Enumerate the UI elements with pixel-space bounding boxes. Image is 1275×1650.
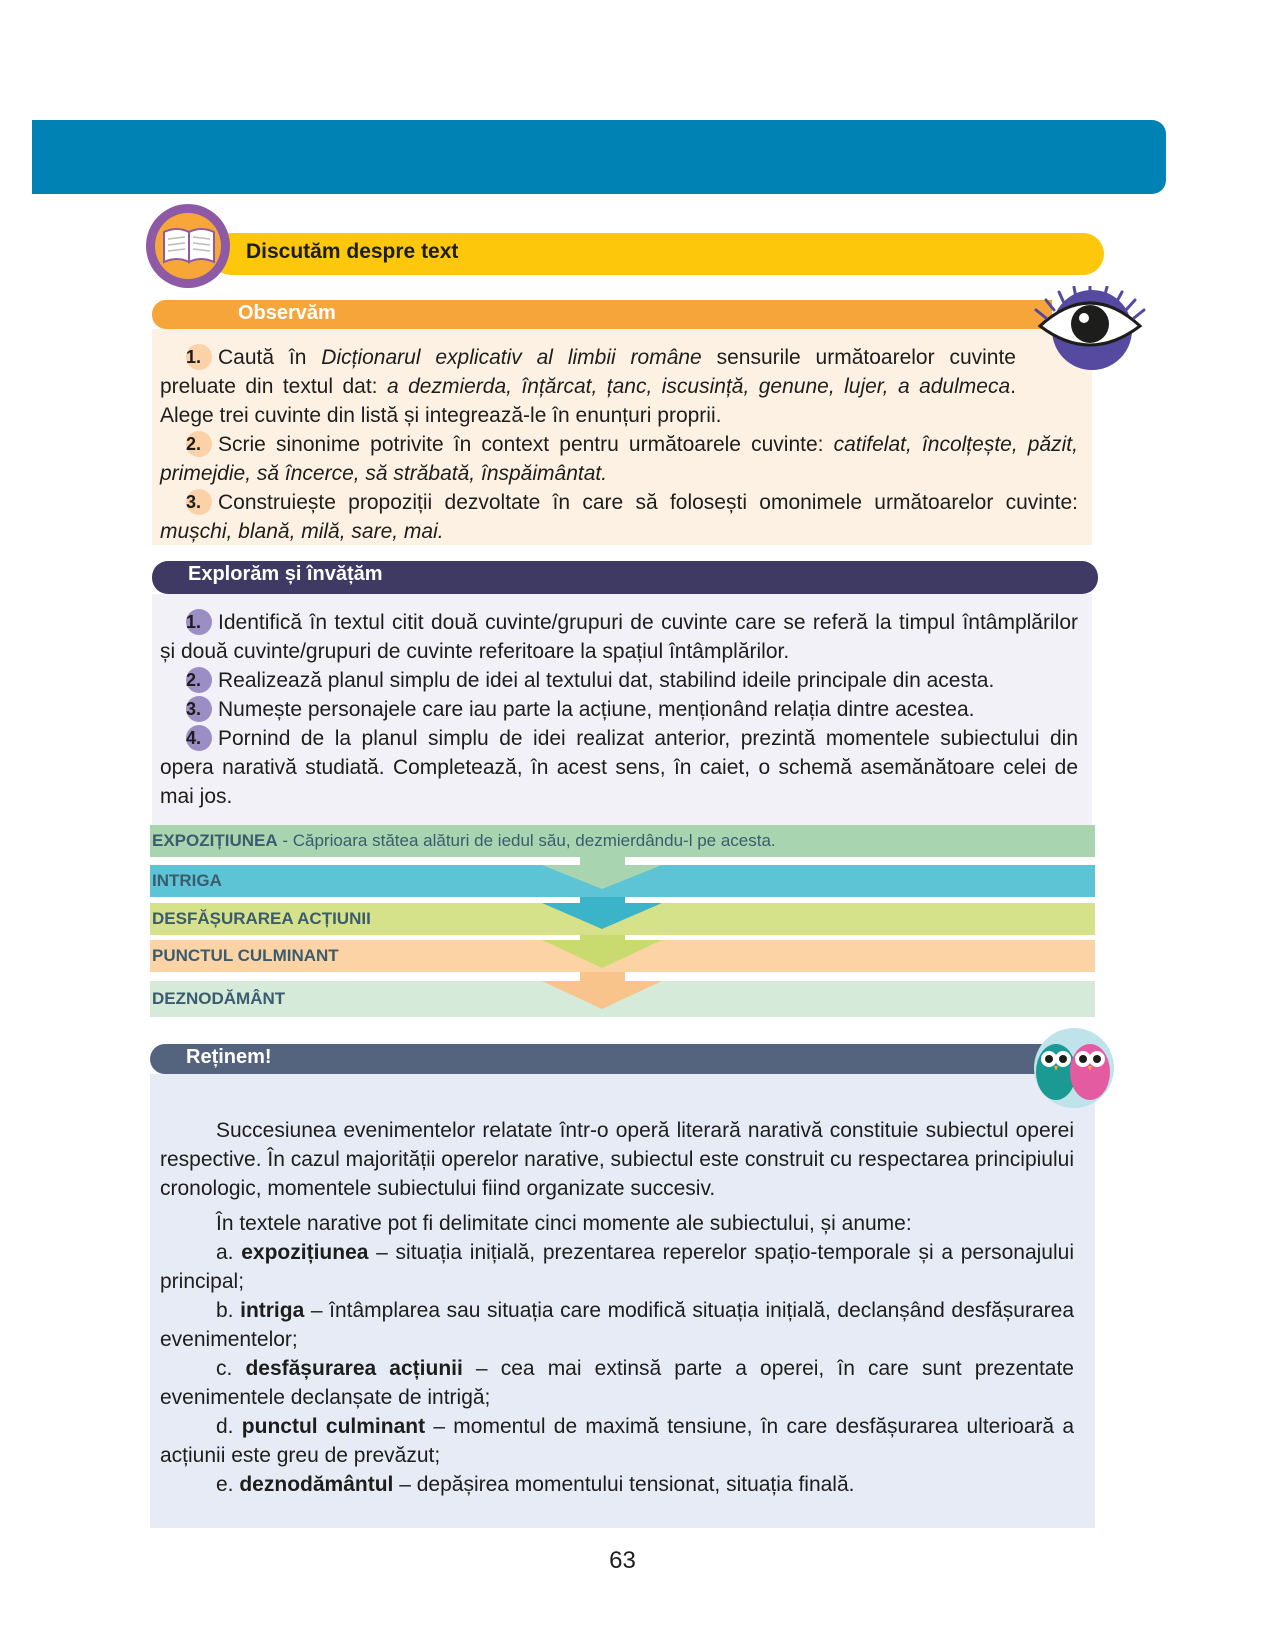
observam-item-3: 3. Construiește propoziții dezvoltate în care să folosești omonimele următoarelor cuvinte: mușchi, blană, milă, sare, mai. <box>160 491 1078 543</box>
retinem-item-d: d. punctul culminant – momentul de maximă tensiune, în care desfășurarea ulterioară a acțiunii este greu de prevăzut; <box>160 1415 1074 1467</box>
item-number: 4. <box>186 725 212 751</box>
exploram-item-2: 2. Realizează planul simplu de idei al textului dat, stabilind ideile principale din acesta. <box>186 669 995 692</box>
diagram-row-desfasurarea: DESFĂȘURAREA ACȚIUNII <box>150 903 1095 935</box>
observam-item-2: 2. Scrie sinonime potrivite în context pentru următoarele cuvinte: catifelat, încolțește, păzit, primejdie, să încerce, să străbată, înspăimântat. <box>160 433 1078 485</box>
arrow-down-2 <box>542 897 662 929</box>
book-icon <box>160 222 218 268</box>
diagram-row-intriga: INTRIGA <box>150 865 1095 897</box>
item-number: 3. <box>186 696 212 722</box>
item-number: 1. <box>186 609 212 635</box>
section-title-discutam: Discutăm despre text <box>246 240 459 263</box>
exploram-item-3: 3. Numește personajele care iau parte la acțiune, menționând relația dintre acestea. <box>186 698 975 721</box>
retinem-header <box>150 1044 1058 1074</box>
item-number: 2. <box>186 431 212 457</box>
exploram-title: Explorăm și învățăm <box>188 563 383 585</box>
item-number: 1. <box>186 344 212 370</box>
arrow-down-4 <box>542 972 662 1009</box>
exploram-item-1: 1. Identifică în textul citit două cuvinte/grupuri de cuvinte care se referă la timpul întâmplărilor și două cuvinte/grupuri de cuvinte referitoare la spațiul întâmplărilor. <box>160 611 1078 663</box>
retinem-paragraph-2: În textele narative pot fi delimitate cinci momente ale subiectului, și anume: <box>216 1212 912 1235</box>
observam-item-1: 1. Caută în Dicționarul explicativ al limbii române sensurile următoarelor cuvinte preluate din textul dat: a dezmierda, înțărcat, țanc, iscusință, genune, lujer, a adulmeca. Alege trei cuvinte din listă și integrează-le în enunțuri proprii. <box>160 346 1016 427</box>
diagram-row-expozitiunea: EXPOZIȚIUNEA - Căprioara stătea alături de iedul său, dezmierdându-l pe acesta. <box>150 825 1095 857</box>
page-number: 63 <box>609 1547 636 1574</box>
retinem-item-e: e. deznodământul – depășirea momentului tensionat, situația finală. <box>216 1473 855 1496</box>
item-number: 3. <box>186 489 212 515</box>
exploram-item-4: 4. Pornind de la planul simplu de idei realizat anterior, prezintă momentele subiectului din opera narativă studiată. Completează, în acest sens, în caiet, o schemă asemănătoare celei de mai jos. <box>160 727 1078 808</box>
diagram-row-punctul-culminant: PUNCTUL CULMINANT <box>150 940 1095 972</box>
observam-title: Observăm <box>238 302 336 324</box>
retinem-item-b: b. intriga – întâmplarea sau situația care modifică situația inițială, declanșând desfășurarea evenimentelor; <box>160 1299 1075 1351</box>
retinem-item-a: a. expozițiunea – situația inițială, prezentarea reperelor spațio-temporale și a personajului principal; <box>160 1241 1074 1293</box>
item-number: 2. <box>186 667 212 693</box>
eye-icon <box>1032 286 1148 376</box>
retinem-title: Reținem! <box>186 1046 272 1068</box>
arrow-down-1 <box>542 857 662 889</box>
retinem-paragraph-1: Succesiunea evenimentelor relatate într-o operă literară narativă constituie subiectul operei respective. În cazul majorității operelor narative, subiectul este construit cu respectarea principiului cronologic, momentele subiectului fiind organizate succesiv. <box>160 1119 1074 1200</box>
retinem-item-c: c. desfășurarea acțiunii – cea mai extinsă parte a operei, în care sunt prezentate evenimentele declanșate de intrigă; <box>160 1357 1074 1409</box>
owls-icon <box>1030 1024 1114 1114</box>
subject-moments-diagram <box>150 825 1095 1020</box>
arrow-down-3 <box>542 935 662 968</box>
header-band <box>32 120 1166 194</box>
diagram-row-deznodamant: DEZNODĂMÂNT <box>150 981 1095 1017</box>
diagram-arrows <box>150 825 1095 1020</box>
